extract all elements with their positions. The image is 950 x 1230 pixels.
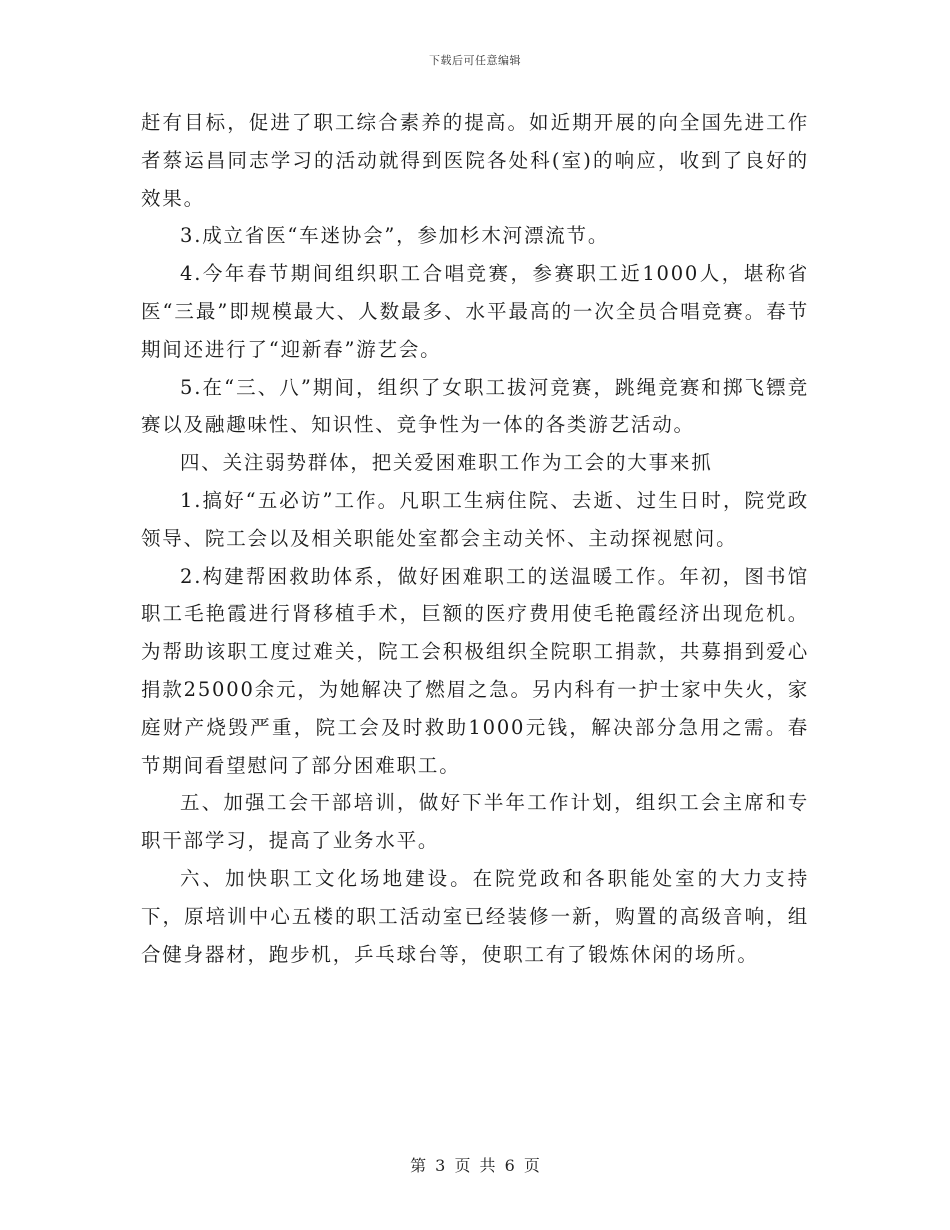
page-number: 第 3 页 共 6 页 — [410, 1156, 540, 1175]
paragraph-item-3: 3.成立省医“车迷协会”，参加杉木河漂流节。 — [180, 224, 610, 248]
section-heading-4: 四、关注弱势群体，把关爱困难职工作为工会的大事来抓 — [180, 451, 713, 475]
section-heading-5: 五、加强工会干部培训，做好下半年工作计划，组织工会主席和专职干部学习，提高了业务水平。 — [141, 791, 809, 853]
document-body — [141, 104, 809, 973]
paragraph-item-4: 4.今年春节期间组织职工合唱竞赛，参赛职工近1000人，堪称省医“三最”即规模最大、人数最多、水平最高的一次全员合唱竞赛。春节期间还进行了“迎新春”游艺会。 — [141, 262, 809, 361]
paragraph-continuation: 赶有目标，促进了职工综合素养的提高。如近期开展的向全国先进工作者蔡运昌同志学习的活动就得到医院各处科(室)的响应，收到了良好的效果。 — [141, 111, 809, 210]
paragraph-item-5: 5.在“三、八”期间，组织了女职工拔河竞赛，跳绳竞赛和掷飞镖竞赛以及融趣味性、知识性、竞争性为一体的各类游艺活动。 — [141, 375, 809, 437]
page-header-note: 下载后可任意编辑 — [429, 54, 521, 67]
paragraph-item-1: 1.搞好“五必访”工作。凡职工生病住院、去逝、过生日时，院党政领导、院工会以及相关职能处室都会主动关怀、主动探视慰问。 — [141, 488, 809, 550]
paragraph-item-2: 2.构建帮困救助体系，做好困难职工的送温暖工作。年初，图书馆职工毛艳霞进行肾移植手术，巨额的医疗费用使毛艳霞经济出现危机。为帮助该职工度过难关，院工会积极组织全院职工捐款，共募捐到爱心捐款25000余元，为她解决了燃眉之急。另内科有一护士家中失火，家庭财产烧毁严重，院工会及时救助1000元钱，解决部分急用之需。春节期间看望慰问了部分困难职工。 — [141, 564, 809, 777]
section-heading-6: 六、加快职工文化场地建设。在院党政和各职能处室的大力支持下，原培训中心五楼的职工活动室已经装修一新，购置的高级音响，组合健身器材，跑步机，乒乓球台等，使职工有了锻炼休闲的场所。 — [141, 866, 809, 966]
